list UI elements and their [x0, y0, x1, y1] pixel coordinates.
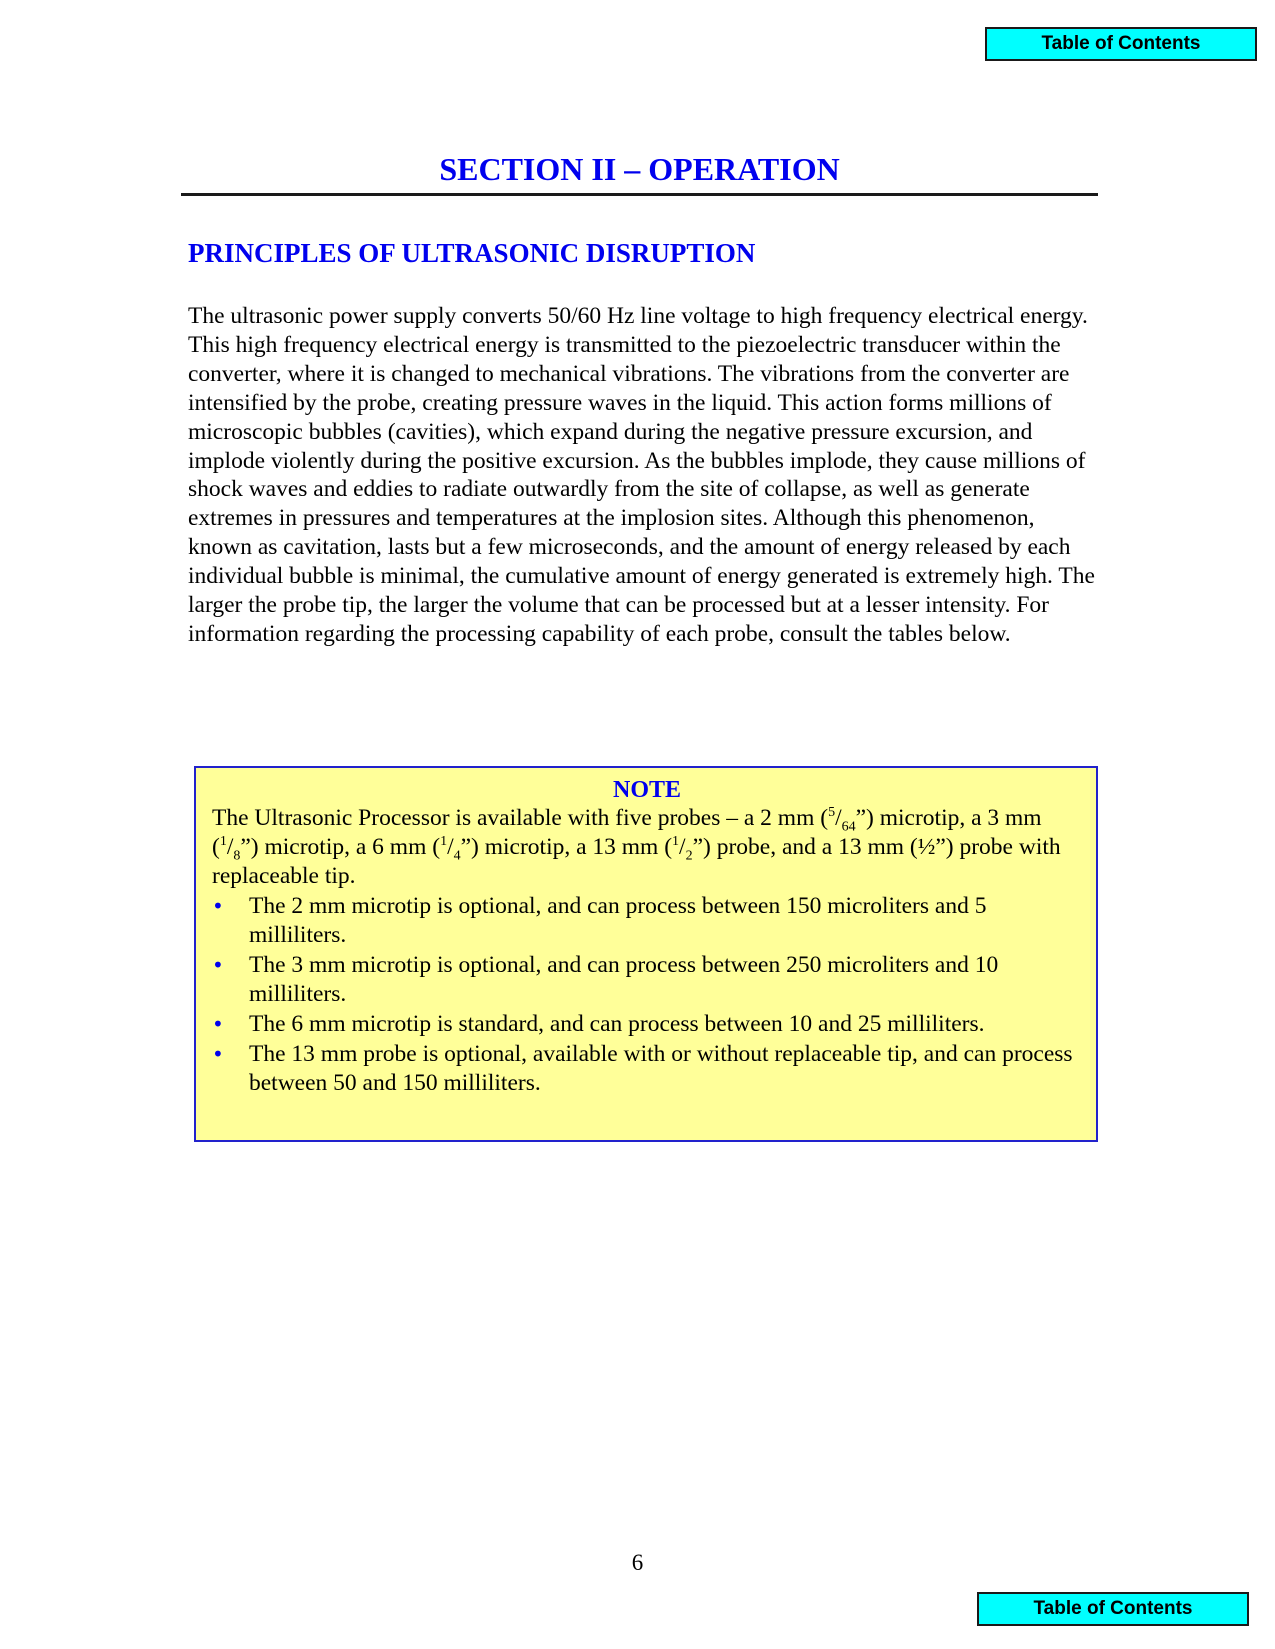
bullet-icon: •	[212, 894, 224, 918]
fraction-numerator: 1	[440, 834, 448, 850]
fraction-numerator: 1	[672, 834, 680, 850]
note-intro-text: ”) probe, and a 13 mm (½”) probe with replaceable tip.	[212, 834, 1061, 889]
page-number: 6	[631, 1550, 644, 1575]
note-title: NOTE	[612, 777, 681, 803]
fraction-denominator: 8	[233, 848, 241, 864]
list-item	[212, 1010, 1082, 1039]
list-item	[212, 892, 1082, 950]
bullet-icon: •	[212, 953, 224, 977]
table-of-contents-button-bottom[interactable]: Table of Contents	[977, 1592, 1249, 1626]
note-intro-text: ”) microtip, a 13 mm (	[460, 834, 673, 860]
note-intro: The Ultrasonic Processor is available with five probes – a 2 mm $(^5/_{64}”)$ microtip, a 3 mm $(^1/_8”)$ microtip, a 6 mm $(^1/_4”)$ microtip, a 13 mm $(^1/_2”)$ probe, and a 13 mm (½”) probe with replaceable tip.	[212, 805, 1061, 889]
section-title: SECTION II – OPERATION	[439, 151, 840, 187]
bullet-icon: •	[212, 1012, 224, 1036]
list-item	[212, 951, 1082, 1009]
note-list	[212, 892, 1082, 1098]
note-intro-text: ”) microtip, a 6 mm (	[240, 834, 441, 860]
fraction-numerator: 1	[219, 834, 227, 850]
list-item-text: The 3 mm microtip is optional, and can process between 250 microliters and 10 milliliters.	[249, 952, 999, 1007]
note-intro-text: ”) microtip, a 3 mm (	[212, 805, 1042, 860]
list-item	[212, 1040, 1082, 1098]
list-item-text: The 13 mm probe is optional, available with or without replaceable tip, and can process between 50 and 150 milliliters.	[249, 1041, 1073, 1096]
list-item-text: The 6 mm microtip is standard, and can process between 10 and 25 milliliters.	[249, 1011, 985, 1037]
note-box	[194, 766, 1098, 1142]
subheading: PRINCIPLES OF ULTRASONIC DISRUPTION	[188, 238, 756, 268]
bullet-icon: •	[212, 1042, 224, 1066]
fraction-denominator: 4	[453, 848, 461, 864]
section-divider	[181, 193, 1098, 196]
fraction-denominator: 64	[841, 819, 856, 835]
fraction-numerator: 5	[828, 805, 836, 821]
table-of-contents-button-top[interactable]: Table of Contents	[985, 27, 1257, 61]
list-item-text: The 2 mm microtip is optional, and can process between 150 microliters and 5 milliliters.	[249, 893, 987, 948]
note-intro-text: The Ultrasonic Processor is available with five probes – a 2 mm (	[212, 805, 829, 831]
fraction-denominator: 2	[685, 848, 693, 864]
body-paragraph: The ultrasonic power supply converts 50/60 Hz line voltage to high frequency electrical energy. This high frequency electrical energy is transmitted to the piezoelectric transducer within the converter, where it is changed to mechanical vibrations. The vibrations from the converter are intensified by the probe, creating pressure waves in the liquid. This action forms millions of microscopic bubbles (cavities), which expand during the negative pressure excursion, and implode violently during the positive excursion. As the bubbles implode, they cause millions of shock waves and eddies to radiate outwardly from the site of collapse, as well as generate extremes in pressures and temperatures at the implosion sites. Although this phenomenon, known as cavitation, lasts but a few microseconds, and the amount of energy released by each individual bubble is minimal, the cumulative amount of energy generated is extremely high. The larger the probe tip, the larger the volume that can be processed but at a lesser intensity. For information regarding the processing capability of each probe, consult the tables below.	[188, 303, 1095, 647]
